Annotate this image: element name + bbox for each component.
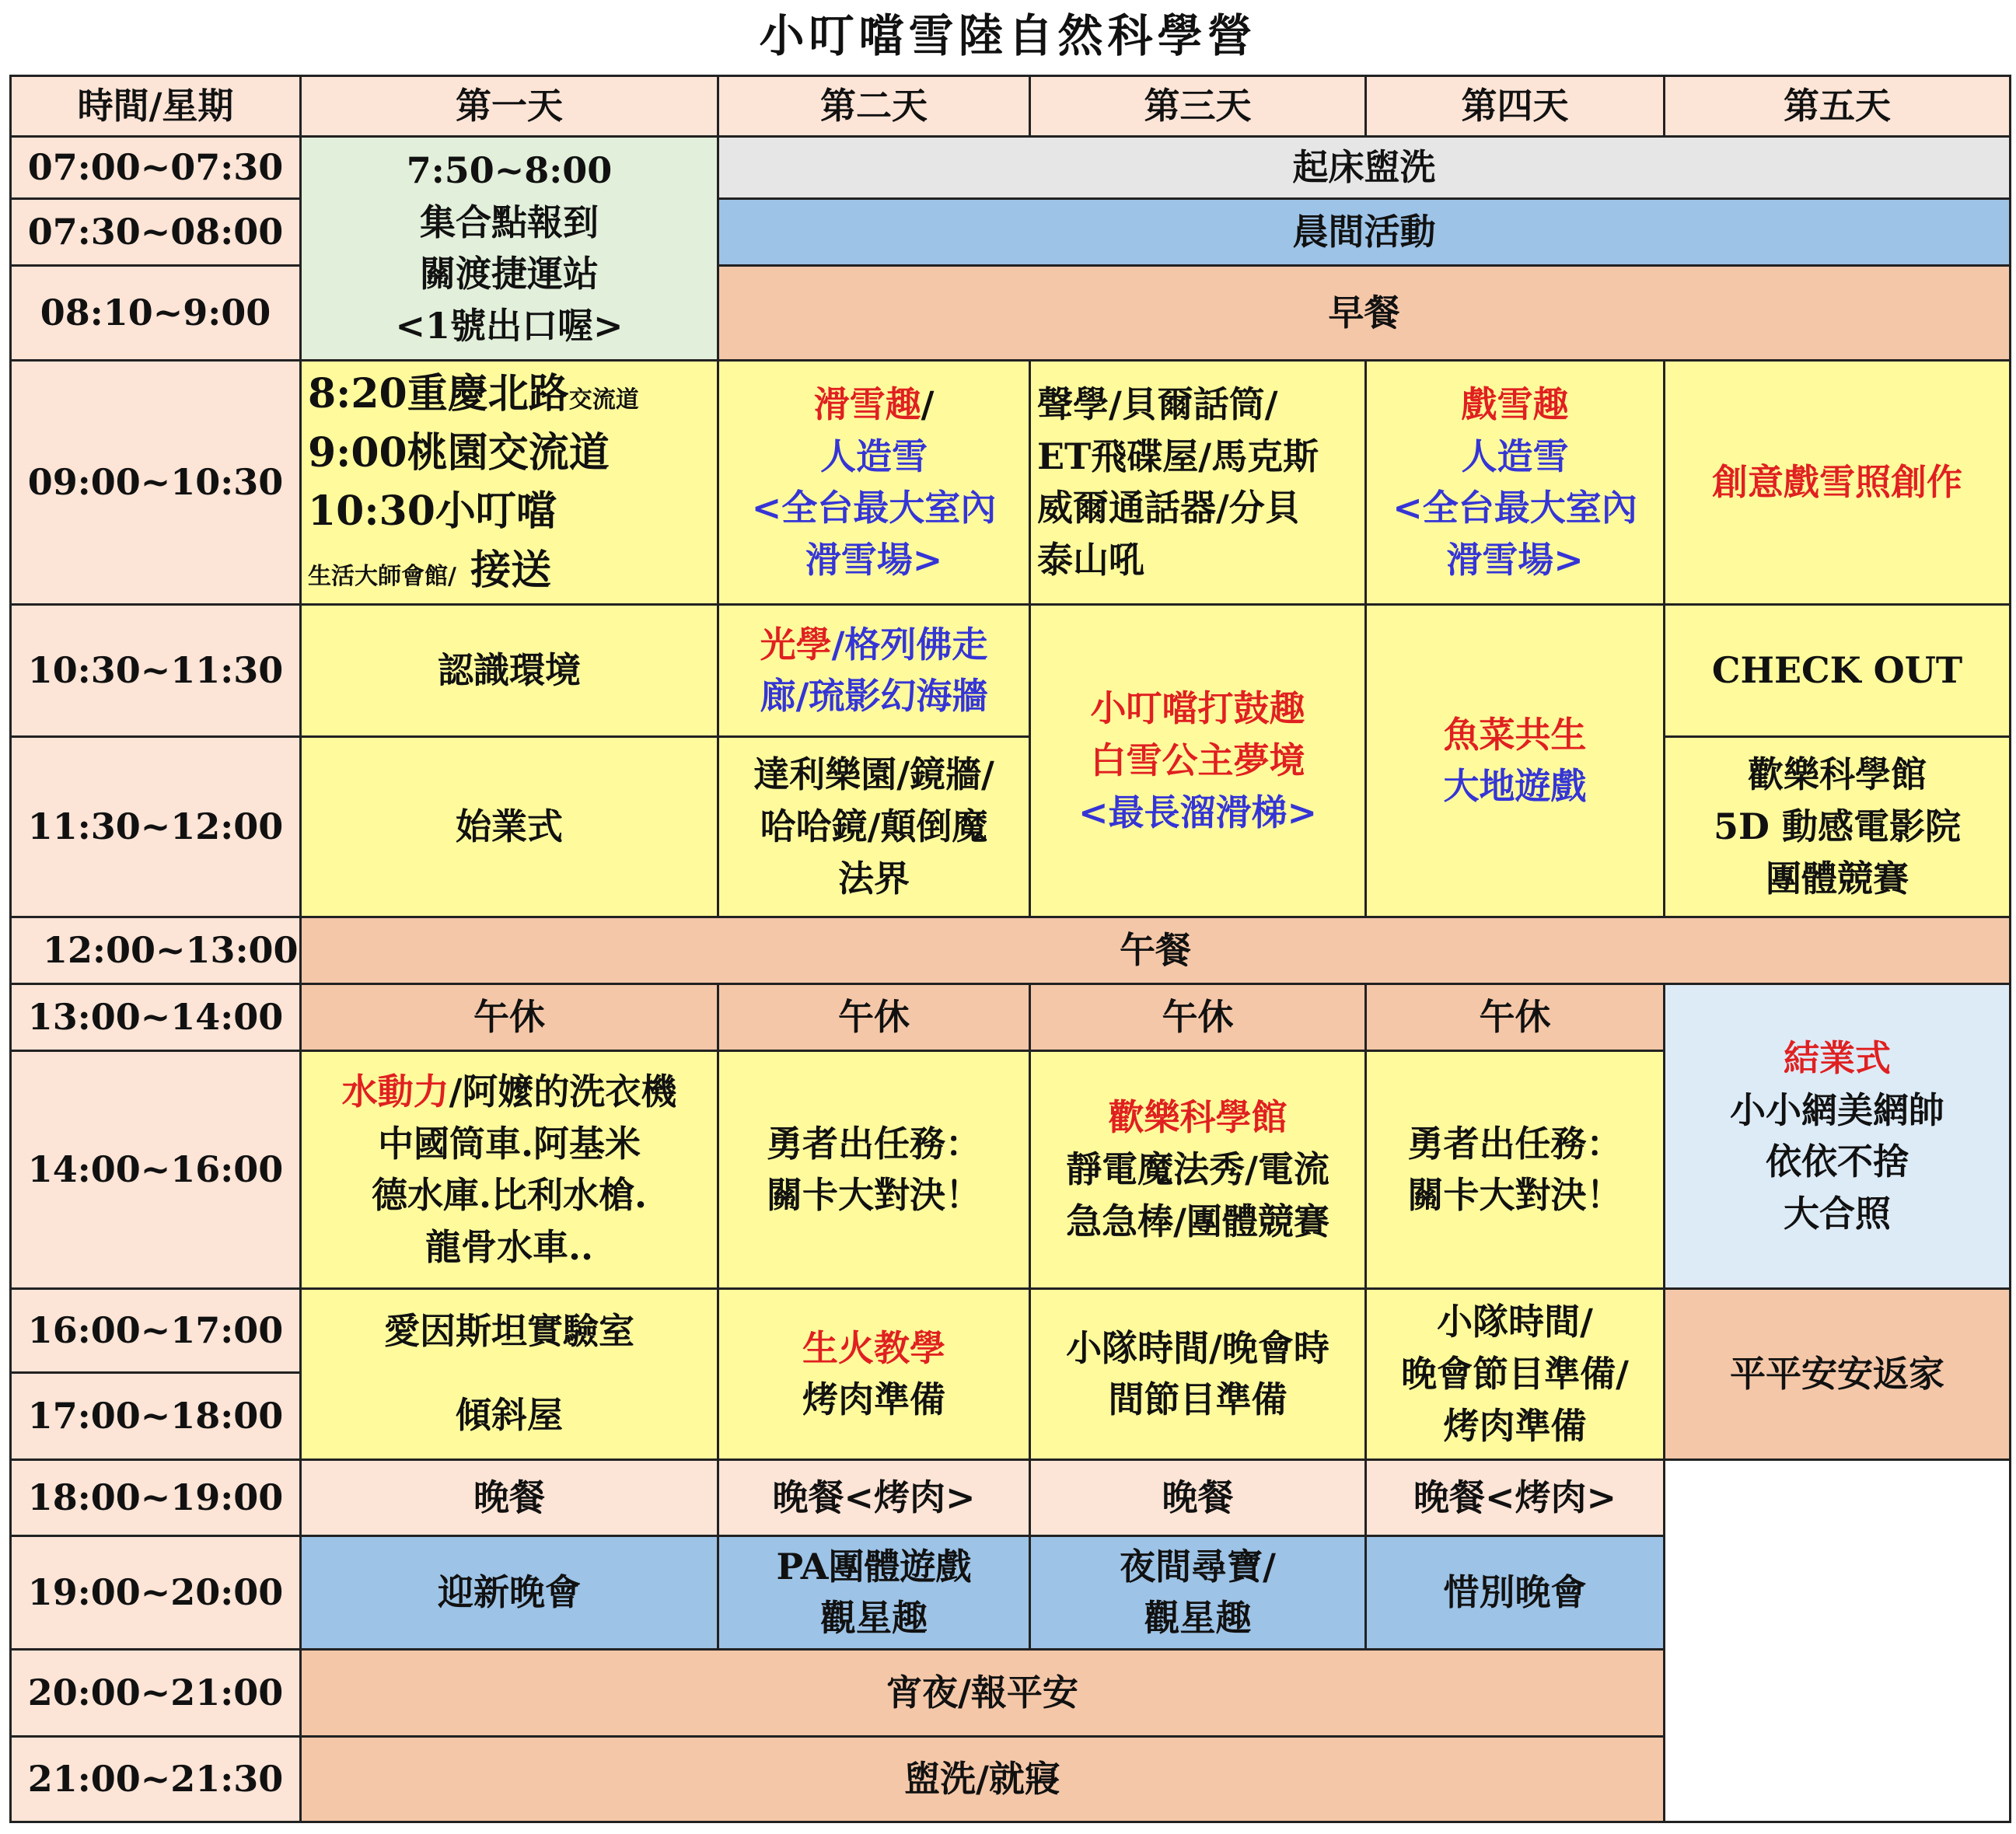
day4-team-cell [1366,1288,1665,1459]
time-cell: 19:00~20:00 [11,1535,301,1649]
schedule-table [9,75,2011,1823]
day4-ski-cell [1366,360,1665,604]
day1-welcome-cell: 迎新晚會 [301,1535,718,1649]
sound-line-4: 泰山吼 [1037,538,1144,581]
day2-ski-cell [718,360,1030,604]
ski-line-1: 人造雪 [820,435,928,477]
dinner-cell: 晚餐 [1030,1459,1366,1535]
table-row [11,604,2011,736]
dali-line-2: 哈哈鏡/顛倒魔 [760,805,988,847]
nap-cell: 午休 [718,983,1030,1050]
water-line-3: 龍骨水車.. [425,1225,594,1268]
dali-line-3: 法界 [838,857,910,900]
nap-cell: 午休 [1366,983,1665,1050]
drum-line-2: 白雪公主夢境 [1090,739,1305,781]
day5-photo-cell: 創意戲雪照創作 [1665,360,2011,604]
transfer-line-4: 接送 [470,546,552,594]
fire-line: 烤肉準備 [802,1378,945,1421]
time-cell: 07:00~07:30 [11,136,301,198]
day1-checkin-cell [301,136,718,360]
table-row [11,1288,2011,1372]
science-line-2: 5D 動感電影院 [1714,805,1961,847]
table-row [11,360,2011,604]
day1-tilt-cell: 傾斜屋 [301,1372,718,1459]
time-cell: 12:00~13:00 [11,917,301,983]
optics-title: 光學 [760,623,832,665]
nap-cell: 午休 [1030,983,1366,1050]
table-row [11,736,2011,917]
closing-line-1: 小小網美網帥 [1730,1088,1944,1131]
fish-title: 魚菜共生 [1443,713,1587,756]
time-cell: 11:30~12:00 [11,736,301,917]
time-cell: 16:00~17:00 [11,1288,301,1372]
table-row [11,983,2011,1050]
day1-opening-cell: 始業式 [301,736,718,917]
time-cell: 09:00~10:30 [11,360,301,604]
day2-pa-cell [718,1535,1030,1649]
ski-line-3: 滑雪場> [805,538,943,581]
day5-home-cell: 平平安安返家 [1665,1288,2011,1459]
water-title: 水動力 [341,1070,449,1113]
water-line-2: 德水庫.比利水槍. [371,1174,648,1217]
time-cell: 13:00~14:00 [11,983,301,1050]
day1-einstein-cell: 愛因斯坦實驗室 [301,1288,718,1372]
quest-line-1: 勇者出任務： [767,1122,981,1165]
optics-line-2: 廊/琉影幻海牆 [760,675,988,718]
day2-dali-cell [718,736,1030,917]
sound-line-1: 聲學/貝爾話筒/ [1037,383,1278,425]
dinner-bbq-cell: 晚餐<烤肉> [718,1459,1030,1535]
treasure-line-1: 夜間尋寶/ [1120,1545,1276,1588]
quest-line-2: 關卡大對決！ [1407,1174,1623,1217]
morning-activity-cell: 晨間活動 [718,198,2011,265]
time-cell: 08:10~9:00 [11,265,301,360]
day2-fire-cell [718,1288,1030,1459]
fish-line: 大地遊戲 [1443,765,1587,808]
water-line-1: 中國筒車.阿基米 [377,1122,641,1165]
day4-farewell-cell: 惜別晚會 [1366,1535,1665,1649]
sound-line-3: 威爾通話器/分貝 [1037,487,1301,529]
transfer-line-4-note: 生活大師會館/ [308,562,456,590]
team-line-2: 晚會節目準備/ [1401,1352,1629,1395]
checkin-point: 集合點報到 [420,201,599,243]
lunch-cell: 午餐 [301,917,2011,983]
bedtime-cell: 盥洗/就寢 [301,1736,1665,1822]
closing-title: 結業式 [1784,1036,1891,1079]
drum-line-1: 小叮噹打鼓趣 [1090,687,1305,730]
day2-quest-cell [718,1050,1030,1288]
time-cell: 18:00~19:00 [11,1459,301,1535]
closing-line-2: 依依不捨 [1766,1141,1909,1183]
optics-line-1: /格列佛走 [831,623,988,665]
day3-team-cell [1030,1288,1366,1459]
pa-line-2: 觀星趣 [820,1597,928,1640]
day1-water-cell [301,1050,718,1288]
day3-science-cell [1030,1050,1366,1288]
ski-line-2: <全台最大室內 [751,487,997,529]
wake-up-cell: 起床盥洗 [718,136,2011,198]
day5-science-cell [1665,736,2011,917]
checkin-exit: <1號出口喔> [395,304,624,347]
science-line-2: 急急棒/團體競賽 [1066,1200,1329,1242]
time-cell: 20:00~21:00 [11,1649,301,1736]
ski-line-3: 滑雪場> [1446,538,1584,581]
quest-line-1: 勇者出任務： [1407,1122,1623,1165]
dinner-bbq-cell: 晚餐<烤肉> [1366,1459,1665,1535]
ski-slash: / [921,383,935,425]
team-line-3: 烤肉準備 [1443,1404,1587,1447]
checkin-time: 7:50~8:00 [406,148,613,191]
transfer-line-1-note: 交流道 [568,386,639,414]
empty-cell [1665,1459,2011,1822]
dinner-cell: 晚餐 [301,1459,718,1535]
fire-title: 生火教學 [802,1326,945,1369]
day4-quest-cell [1366,1050,1665,1288]
transfer-line-2: 9:00桃園交流道 [308,428,610,477]
day3-sound-cell [1030,360,1366,604]
supper-cell: 宵夜/報平安 [301,1649,1665,1736]
water-rest: /阿嬤的洗衣機 [449,1070,677,1113]
day-2-header: 第二天 [718,76,1030,137]
day-4-header: 第四天 [1366,76,1665,137]
sound-line-2: ET飛碟屋/馬克斯 [1037,435,1319,477]
team-line-1: 小隊時間/ [1437,1301,1593,1343]
team-line-1: 小隊時間/晚會時 [1066,1326,1329,1369]
time-cell: 14:00~16:00 [11,1050,301,1288]
quest-line-2: 關卡大對決！ [767,1174,981,1217]
ski-title: 戲雪趣 [1461,383,1569,425]
ski-line-1: 人造雪 [1461,435,1569,477]
time-header: 時間/星期 [11,76,301,137]
header-row [11,76,2011,137]
table-row [11,136,2011,198]
pa-line-1: PA團體遊戲 [776,1545,972,1588]
dali-line-1: 達利樂園/鏡牆/ [753,753,994,796]
day3-drum-cell [1030,604,1366,917]
time-cell: 21:00~21:30 [11,1736,301,1822]
team-line-2: 間節目準備 [1108,1378,1288,1421]
day1-env-cell: 認識環境 [301,604,718,736]
checkin-station: 關渡捷運站 [420,253,599,295]
day1-transfer-cell [301,360,718,604]
drum-line-3: <最長溜滑梯> [1078,791,1318,833]
day-1-header: 第一天 [301,76,718,137]
day5-closing-cell [1665,983,2011,1288]
science-line-1: 靜電魔法秀/電流 [1066,1148,1329,1190]
table-row [11,917,2011,983]
day-3-header: 第三天 [1030,76,1366,137]
page-title: 小叮噹雪陸自然科學營 [759,9,1257,62]
closing-line-3: 大合照 [1784,1192,1891,1235]
science-line-1: 歡樂科學館 [1748,753,1927,796]
day-5-header: 第五天 [1665,76,2011,137]
transfer-line-1: 8:20重慶北路 [308,370,569,418]
transfer-line-3: 10:30小叮噹 [308,487,557,536]
nap-cell: 午休 [301,983,718,1050]
ski-line-2: <全台最大室內 [1392,487,1637,529]
science-title: 歡樂科學館 [1108,1096,1288,1139]
table-row [11,1459,2011,1535]
breakfast-cell: 早餐 [718,265,2011,360]
day5-checkout-cell: CHECK OUT [1665,604,2011,736]
ski-title: 滑雪趣 [813,383,921,425]
time-cell: 07:30~08:00 [11,198,301,265]
day4-fish-cell [1366,604,1665,917]
day2-optics-cell [718,604,1030,736]
science-line-3: 團體競賽 [1766,857,1909,900]
time-cell: 10:30~11:30 [11,604,301,736]
treasure-line-2: 觀星趣 [1144,1597,1252,1640]
day3-treasure-cell [1030,1535,1366,1649]
time-cell: 17:00~18:00 [11,1372,301,1459]
